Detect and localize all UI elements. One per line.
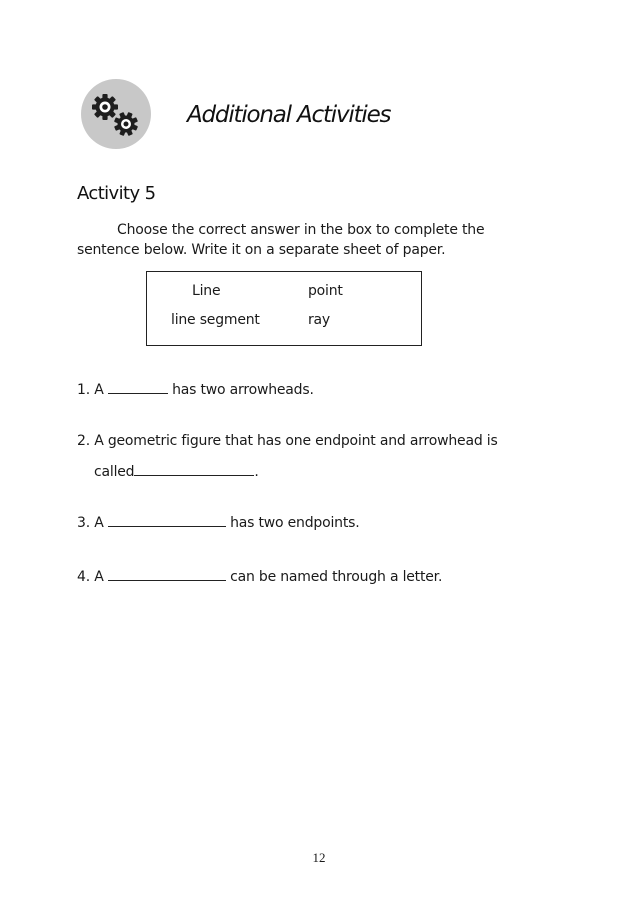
section-title: Additional Activities	[187, 102, 391, 128]
question-1	[77, 381, 314, 398]
question-text: 4. A	[77, 569, 108, 585]
answer-blank	[108, 514, 226, 527]
question-text: .	[254, 464, 259, 480]
word-choice-box	[146, 271, 422, 346]
answer-blank	[108, 568, 226, 581]
question-text: called	[94, 464, 135, 480]
question-text: has two endpoints.	[225, 515, 360, 531]
activity-instructions: Choose the correct answer in the box to complete the sentence below. Write it on a separate sheet of paper.	[77, 222, 485, 258]
page-number: 12	[312, 850, 326, 865]
word-choice: Line	[192, 283, 221, 299]
question-text: 1. A	[77, 382, 108, 398]
question-2: 2. A geometric figure that has one endpoint and arrowhead is	[77, 433, 498, 449]
gears-icon	[81, 79, 151, 149]
word-choice: line segment	[171, 312, 260, 328]
word-choice: point	[308, 283, 343, 299]
word-choice: ray	[308, 312, 331, 328]
question-text: has two arrowheads.	[167, 382, 314, 398]
answer-blank	[134, 463, 254, 476]
question-text: 3. A	[77, 515, 108, 531]
answer-blank	[108, 381, 168, 394]
activity-title: Activity 5	[77, 183, 156, 204]
question-3	[77, 514, 359, 531]
question-text: can be named through a letter.	[225, 569, 443, 585]
question-4	[77, 568, 442, 585]
question-2-continued	[94, 463, 259, 480]
